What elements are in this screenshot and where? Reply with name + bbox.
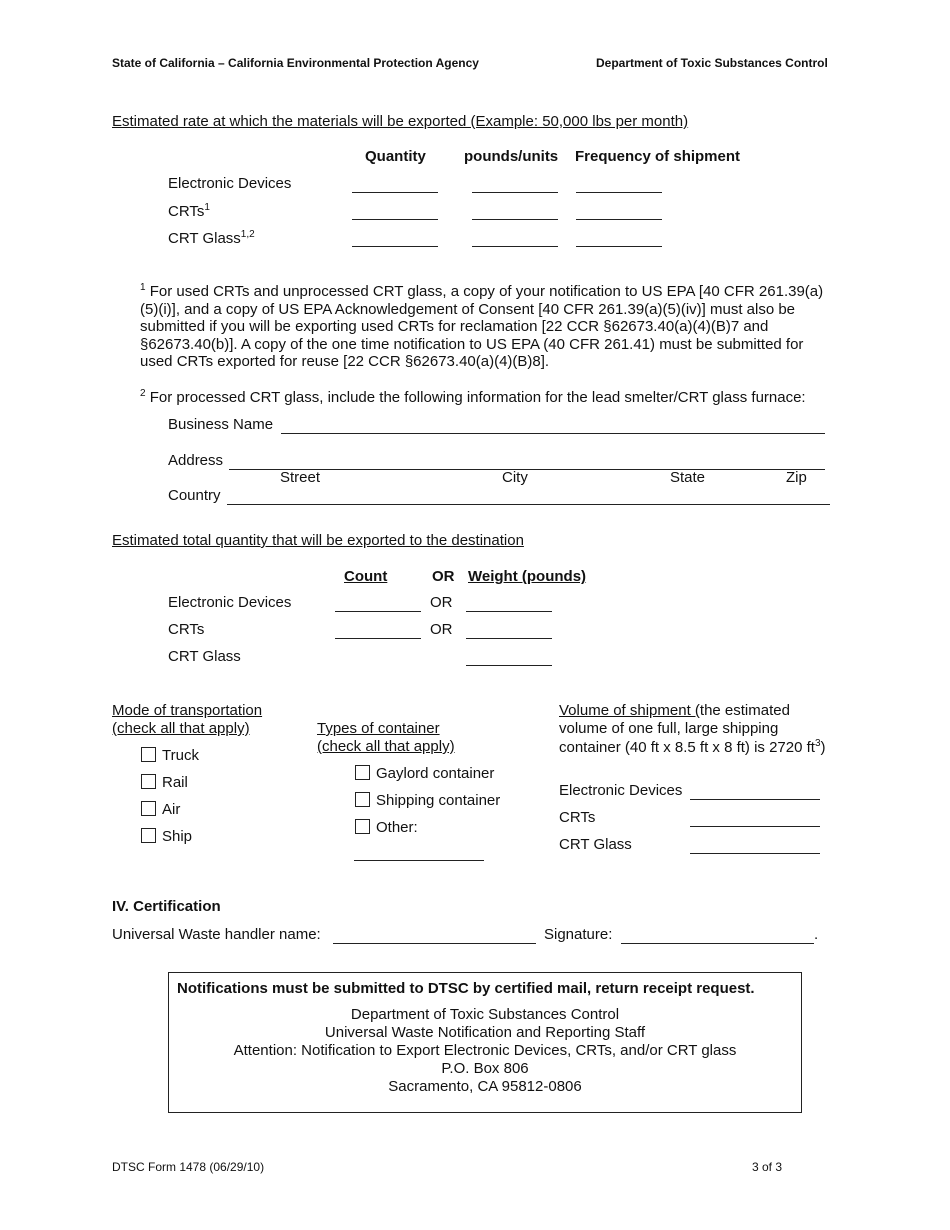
business-name-field[interactable] xyxy=(281,432,825,434)
count-field[interactable] xyxy=(335,610,421,612)
col-frequency: Frequency of shipment xyxy=(575,148,741,165)
certification-heading: IV. Certification xyxy=(112,898,221,915)
footnote-marker: 2 xyxy=(140,388,146,399)
weight-field[interactable] xyxy=(466,610,552,612)
checkbox[interactable] xyxy=(141,747,156,762)
volume-field[interactable] xyxy=(690,798,820,800)
col-quantity: Quantity xyxy=(365,148,426,165)
state-label: State xyxy=(670,469,706,486)
checkbox[interactable] xyxy=(355,765,370,780)
rate-pounds-field[interactable] xyxy=(472,191,558,193)
container-heading: Types of container xyxy=(317,720,440,737)
volume-row-label: CRT Glass xyxy=(559,836,632,853)
checkbox[interactable] xyxy=(355,792,370,807)
export-rate-heading: Estimated rate at which the materials will be exported (Example: 50,000 lbs per month) xyxy=(112,113,689,130)
volume-heading: Volume of shipment (the estimated xyxy=(559,702,790,719)
container-option-other[interactable]: Other: xyxy=(355,819,418,836)
container-subheading: (check all that apply) xyxy=(317,738,455,755)
checkbox[interactable] xyxy=(141,774,156,789)
notice-title: Notifications must be submitted to DTSC by certified mail, return receipt request. xyxy=(177,980,755,997)
signature-field[interactable] xyxy=(621,942,814,944)
count-field[interactable] xyxy=(335,637,421,639)
weight-field[interactable] xyxy=(466,664,552,666)
or-label: OR xyxy=(430,621,453,638)
city-label: City xyxy=(502,469,528,486)
notice-line: Department of Toxic Substances Control xyxy=(350,1006,620,1023)
checkbox[interactable] xyxy=(141,801,156,816)
transport-option-rail[interactable]: Rail xyxy=(141,774,188,791)
transport-subheading: (check all that apply) xyxy=(112,720,250,737)
total-quantity-heading: Estimated total quantity that will be exported to the destination xyxy=(112,532,524,549)
volume-row-label: Electronic Devices xyxy=(559,782,683,799)
transport-option-ship[interactable]: Ship xyxy=(141,828,192,845)
weight-field[interactable] xyxy=(466,637,552,639)
total-row-label: Electronic Devices xyxy=(168,594,292,611)
rate-quantity-field[interactable] xyxy=(352,191,438,193)
transport-option-air[interactable]: Air xyxy=(141,801,180,818)
rate-frequency-field[interactable] xyxy=(576,218,662,220)
container-option-shipping[interactable]: Shipping container xyxy=(355,792,500,809)
col-pounds-units: pounds/units xyxy=(464,148,559,165)
volume-heading-line3: container (40 ft x 8.5 ft x 8 ft) is 2720 $ft^3$) xyxy=(559,738,826,756)
rate-row-label: Electronic Devices xyxy=(168,175,292,192)
total-row-label: CRTs xyxy=(168,621,205,638)
street-label: Street xyxy=(280,469,321,486)
rate-row-label: CRTs$^1$ xyxy=(168,202,210,220)
handler-name-field[interactable] xyxy=(333,942,536,944)
footer-form-number: DTSC Form 1478 (06/29/10) xyxy=(112,1160,265,1174)
footnote-marker: 1 xyxy=(140,282,146,293)
country-field[interactable] xyxy=(227,503,830,505)
transport-option-truck[interactable]: Truck xyxy=(141,747,199,764)
checkbox[interactable] xyxy=(141,828,156,843)
volume-field[interactable] xyxy=(690,825,820,827)
footer-page-number: 3 of 3 xyxy=(752,1160,783,1174)
col-count: Count xyxy=(344,568,388,585)
business-name-label: Business Name xyxy=(168,416,274,433)
rate-pounds-field[interactable] xyxy=(472,218,558,220)
total-row-label: CRT Glass xyxy=(168,648,241,665)
other-container-field[interactable] xyxy=(354,859,484,861)
volume-heading-line2: volume of one full, large shipping xyxy=(559,720,779,737)
signature-label: Signature: xyxy=(544,926,613,943)
footnote-ref: 1,2 xyxy=(240,229,255,240)
rate-quantity-field[interactable] xyxy=(352,245,438,247)
rate-row-label: CRT Glass$^{1,2}$ xyxy=(168,229,255,247)
address-label: Address xyxy=(168,452,224,469)
notice-line: P.O. Box 806 xyxy=(441,1060,529,1077)
footnote-ref: 1 xyxy=(204,202,210,213)
zip-label: Zip xyxy=(786,469,807,486)
volume-row-label: CRTs xyxy=(559,809,596,826)
handler-name-label: Universal Waste handler name: xyxy=(112,926,321,943)
rate-pounds-field[interactable] xyxy=(472,245,558,247)
rate-frequency-field[interactable] xyxy=(576,245,662,247)
country-label: Country xyxy=(168,487,221,504)
or-label: OR xyxy=(430,594,453,611)
rate-frequency-field[interactable] xyxy=(576,191,662,193)
notice-address xyxy=(169,1006,801,1096)
mailing-notice-box xyxy=(168,972,802,1113)
col-weight: Weight (pounds) xyxy=(468,568,587,585)
volume-field[interactable] xyxy=(690,852,820,854)
notice-line: Sacramento, CA 95812-0806 xyxy=(388,1078,582,1095)
footnote-2: $^2$ For processed CRT glass, include the following information for the lead smelter/CRT glass furnace: xyxy=(140,388,806,406)
checkbox[interactable] xyxy=(355,819,370,834)
container-option-gaylord[interactable]: Gaylord container xyxy=(355,765,494,782)
transport-heading: Mode of transportation xyxy=(112,702,263,719)
header-agency: State of California – California Environmental Protection Agency xyxy=(112,56,479,70)
notice-line: Universal Waste Notification and Reporting Staff xyxy=(324,1024,646,1041)
rate-quantity-field[interactable] xyxy=(352,218,438,220)
notice-line: Attention: Notification to Export Electronic Devices, CRTs, and/or CRT glass xyxy=(233,1042,737,1059)
header-department: Department of Toxic Substances Control xyxy=(596,56,828,70)
footnote-1: $^1$ For used CRTs and unprocessed CRT glass, a copy of your notification to US EPA [40 CFR 261.39(a)(5)(i)], and a copy of US EPA Acknowledgement of Consent [40 CFR 261.39(a)(5)(iv)] must also be submitted if you will be exporting used CRTs for reclamation [22 CCR §62673.40(a)(4)(B)7 and §62673.40(b)]. A copy of the one time notification to US EPA (40 CFR 261.41) must be submitted for used CRTs exported for reuse [22 CCR §62673.40(a)(4)(B)8]. xyxy=(140,282,824,370)
signature-period: . xyxy=(814,926,819,943)
col-or: OR xyxy=(432,568,455,585)
